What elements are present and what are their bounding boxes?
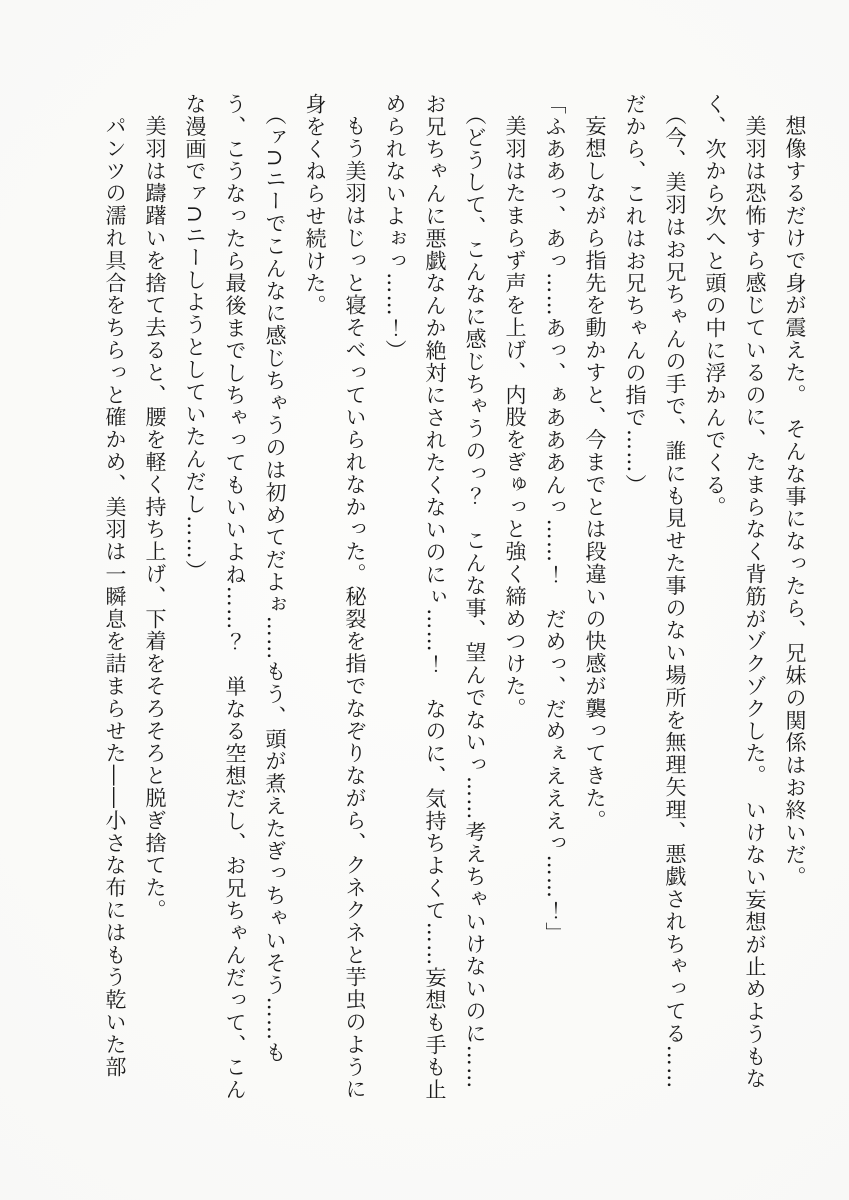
paragraph: 美羽はたまらず声を上げ、内股をぎゅっと強く締めつけた。 — [503, 115, 527, 721]
paragraph: 美羽は躊躇いを捨て去ると、腰を軽く持ち上げ、下着をそろそろと脱ぎ捨てた。 — [143, 115, 167, 922]
paragraph: 美羽は恐怖すら感じているのに、たまらなく背筋がゾクゾクした。 いけない妄想が止めようもなく、次から次へと頭の中に浮かんでくる。 — [703, 93, 767, 1091]
paragraph: （ァ∩ニーでこんなに感じちゃうのは初めてだよぉ……もう、頭が煮えたぎっちゃいそう……もう、こうなったら最後までしちゃってもいいよね……？ 単なる空想だし、お兄ちゃんだって、こんな漫画でァ∩ニーしようとしていたんだし……） — [183, 93, 287, 1101]
paragraph: もう美羽はじっと寝そべっていられなかった。秘裂を指でなぞりながら、クネクネと芋虫のように身をくねらせ続けた。 — [303, 93, 367, 1101]
paragraph: パンツの濡れ具合をちらっと確かめ、美羽は一瞬息を詰まらせた――小さな布にはもう乾いた部 — [103, 115, 127, 1079]
body-text — [91, 93, 815, 1101]
paragraph: 「ふああっ、あっ……あっ、ぁあああんっ……！ だめっ、だめぇえええっ……！」 — [543, 93, 567, 945]
paragraph: 想像するだけで身が震えた。 そんな事になったら、兄妹の関係はお終いだ。 — [783, 115, 807, 889]
paragraph: 妄想しながら指先を動かすと、今までとは段違いの快感が襲ってきた。 — [583, 115, 607, 833]
paragraph: （どうして、こんなに感じちゃうのっ？ こんな事、望んでないっ……考えちゃいけないのに……お兄ちゃんに悪戯なんか絶対にされたくないのにぃ……！ なのに、気持ちよくて……妄想も手も止められないよぉっ……！） — [383, 93, 487, 1101]
paragraph: （今、美羽はお兄ちゃんの手で、誰にも見せた事のない場所を無理矢理、悪戯されちゃってる……だから、これはお兄ちゃんの指で……） — [623, 93, 687, 1090]
